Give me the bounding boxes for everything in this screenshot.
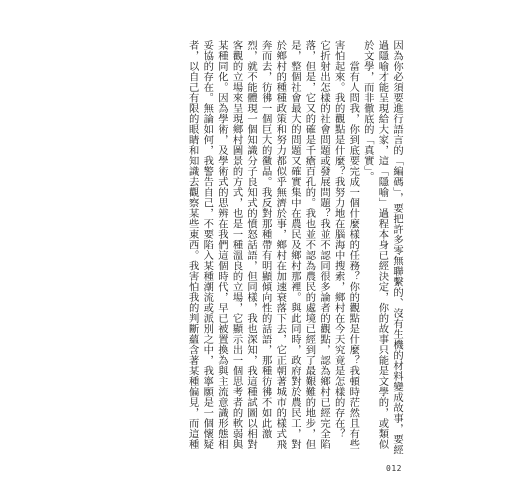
- text-column: 烈，就不能體現一個知識分子良知式的憤怒話語，但同樣，我也深知，我這種試圖以相對: [245, 40, 258, 450]
- text-column: 是，整個社會最大的問題又確實集中在農民及鄉村那裡。與此同時，政府對於農民工，對: [288, 40, 301, 450]
- text-column: 害怕起來。我的觀點是什麼？我努力地在腦海中搜索，鄉村在今天究竟是怎樣的存在？: [332, 40, 345, 439]
- text-column: 客觀的立場來呈現鄉村圖景的方式，也是一種溫良的立場，它顯示出一個思考者的軟弱與: [230, 40, 243, 450]
- text-column: 當有人問我，你到底要完成一個什麼樣的任務？你的觀點是什麼？我頓時茫然且有些: [347, 40, 360, 450]
- vertical-text-block: [186, 40, 403, 455]
- text-column: 因為你必須要進行語言的「編碼」，要把許多零無聯繫的、沒有生機的材料變成故事，要經: [391, 40, 403, 455]
- text-column: 它折射出怎樣的社會問題或發展問題？我並不認同很多論者的觀點，認為鄉村已經完全陷: [318, 40, 331, 450]
- text-column: 落，但是，它又的確是千瘡百孔的。我也並不認為農民的處境已經到了最艱難的地步，但: [303, 40, 316, 450]
- text-column: 妥協的存在。無論如何，我警告自己，不要陷入某種潮流或派別之中，我寧願是一個懷疑: [201, 40, 214, 450]
- text-column: 於文學，而非徹底的「真實」。: [361, 40, 374, 182]
- text-column: 過隱喻才能呈現給大家，這「隱喻」過程本身已經決定，你的故事只能是文學的，或類似: [376, 40, 389, 450]
- text-column: 者，以自己有限的眼睛和知識去觀察某些東西。我害怕我的判斷蘊含著某種偏見，而這種: [186, 40, 199, 450]
- text-column: 於鄉村的種種政策和努力都似乎無濟於事，鄉村在加速衰落下去，它正朝著城市的樣式飛: [274, 40, 287, 450]
- text-column: 某種同化。因為學術，及學術式的思辨在我們這個時代，早已被置換為與主流意識形態相: [215, 40, 228, 450]
- page-number: 012: [386, 464, 402, 473]
- text-column: 奔而去，彷彿一個巨大的黴晶。我反對那種帶有明顯傾向性的話語，那種彷彿不如此激: [259, 40, 272, 439]
